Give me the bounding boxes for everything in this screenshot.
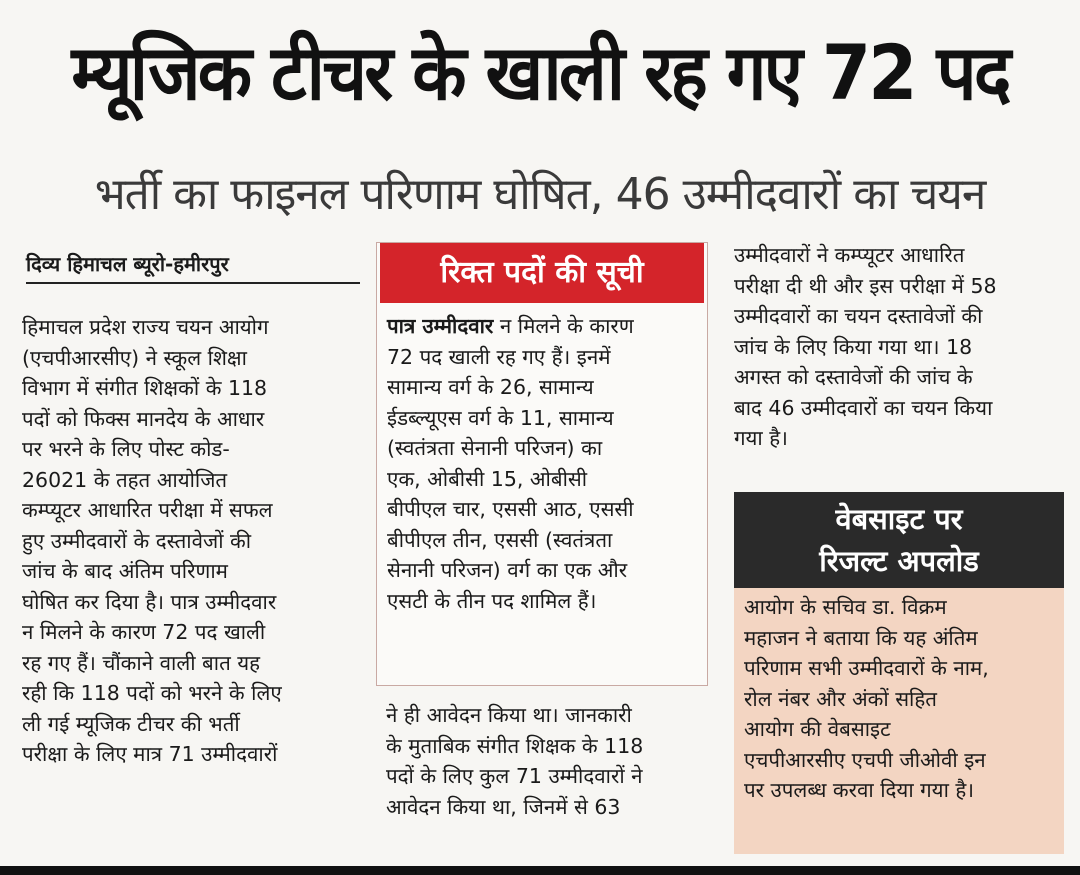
vacancy-line: एसटी के तीन पद शामिल हैं। [387, 588, 597, 613]
vacancy-line: सामान्य वर्ग के 26, सामान्य [387, 375, 594, 399]
website-heading-line: रिजल्ट अपलोड [819, 544, 979, 578]
article-line: ली गई म्यूजिक टीचर की भर्ती [22, 711, 240, 736]
article-line: जांच के लिए किया गया था। 18 [734, 334, 973, 359]
article-line: न मिलने के कारण 72 पद खाली [22, 620, 266, 644]
bottom-rule [0, 866, 1080, 875]
article-line: (एचपीआरसीए) ने स्कूल शिक्षा [22, 345, 247, 370]
vacancy-line: सेनानी परिजन) वर्ग का एक और [387, 558, 628, 582]
website-heading-line: वेबसाइट पर [835, 502, 963, 536]
article-line: पदों को फिक्स मानदेय के आधार [22, 406, 265, 431]
website-line: एचपीआरसीए एचपी जीओवी इन [744, 747, 986, 772]
website-upload-box [734, 588, 1064, 854]
website-upload-heading [734, 492, 1064, 588]
article-line: पर भरने के लिए पोस्ट कोड- [22, 437, 230, 461]
website-line: आयोग के सचिव डा. विक्रम [744, 595, 947, 619]
vacancy-lead-bold: पात्र उम्मीदवार [387, 314, 494, 338]
article-line: घोषित कर दिया है। पात्र उम्मीदवार [22, 589, 277, 614]
vacancy-line [387, 311, 697, 342]
vacancy-line: 72 पद खाली रह गए हैं। इनमें [387, 344, 611, 369]
article-line: गया है। [734, 426, 788, 450]
vacancy-line: बीपीएल चार, एससी आठ, एससी [387, 497, 634, 521]
article-line: पदों के लिए कुल 71 उम्मीदवारों ने [386, 764, 643, 788]
article-line: आवेदन किया था, जिनमें से 63 [386, 794, 621, 819]
article-line: बाद 46 उम्मीदवारों का चयन किया [734, 395, 993, 420]
article-line: के मुताबिक संगीत शिक्षक के 118 [386, 733, 644, 758]
article-column-2 [386, 700, 712, 822]
article-line: उम्मीदवारों ने कम्प्यूटर आधारित [734, 243, 965, 267]
website-line: महाजन ने बताया कि यह अंतिम [744, 625, 978, 650]
article-line: विभाग में संगीत शिक्षकों के 118 [22, 376, 268, 400]
vacancy-list-box [376, 242, 708, 686]
vacancy-line: बीपीएल तीन, एससी (स्वतंत्रता [387, 527, 613, 552]
byline: दिव्य हिमाचल ब्यूरो-हमीरपुर [26, 246, 360, 284]
vacancy-list-body [377, 303, 707, 616]
vacancy-line: (स्वतंत्रता सेनानी परिजन) का [387, 436, 603, 460]
article-line: हुए उम्मीदवारों के दस्तावेजों की [22, 528, 252, 553]
subheadline: भर्ती का फाइनल परिणाम घोषित, 46 उम्मीदवारों का चयन [94, 169, 986, 220]
article-line: परीक्षा दी थी और इस परीक्षा में 58 [734, 273, 997, 298]
article-line: रही कि 118 पदों को भरने के लिए [22, 681, 282, 705]
website-line: पर उपलब्ध करवा दिया गया है। [744, 778, 975, 802]
article-line: कम्प्यूटर आधारित परीक्षा में सफल [22, 498, 273, 522]
website-line: आयोग की वेबसाइट [744, 717, 891, 741]
website-line: रोल नंबर और अंकों सहित [744, 686, 937, 711]
article-column-3 [734, 240, 1064, 454]
article-line: रह गए हैं। चौंकाने वाली बात यह [22, 650, 261, 675]
vacancy-line: ईडब्ल्यूएस वर्ग के 11, सामान्य [387, 405, 614, 430]
vacancy-line: एक, ओबीसी 15, ओबीसी [387, 466, 588, 491]
article-line: हिमाचल प्रदेश राज्य चयन आयोग [22, 315, 269, 339]
article-line: जांच के बाद अंतिम परिणाम [22, 559, 228, 583]
article-line: ने ही आवेदन किया था। जानकारी [386, 703, 632, 727]
article-line: उम्मीदवारों का चयन दस्तावेजों की [734, 304, 983, 328]
article-column-1 [22, 312, 360, 770]
article-line: अगस्त को दस्तावेजों की जांच के [734, 365, 973, 389]
website-line: परिणाम सभी उम्मीदवारों के नाम, [744, 656, 989, 680]
vacancy-list-heading: रिक्त पदों की सूची [380, 243, 704, 303]
article-line: परीक्षा के लिए मात्र 71 उम्मीदवारों [22, 742, 278, 766]
headline: म्यूजिक टीचर के खाली रह गए 72 पद [71, 28, 1009, 117]
vacancy-line-text: न मिलने के कारण [499, 314, 634, 338]
article-line: 26021 के तहत आयोजित [22, 467, 228, 492]
